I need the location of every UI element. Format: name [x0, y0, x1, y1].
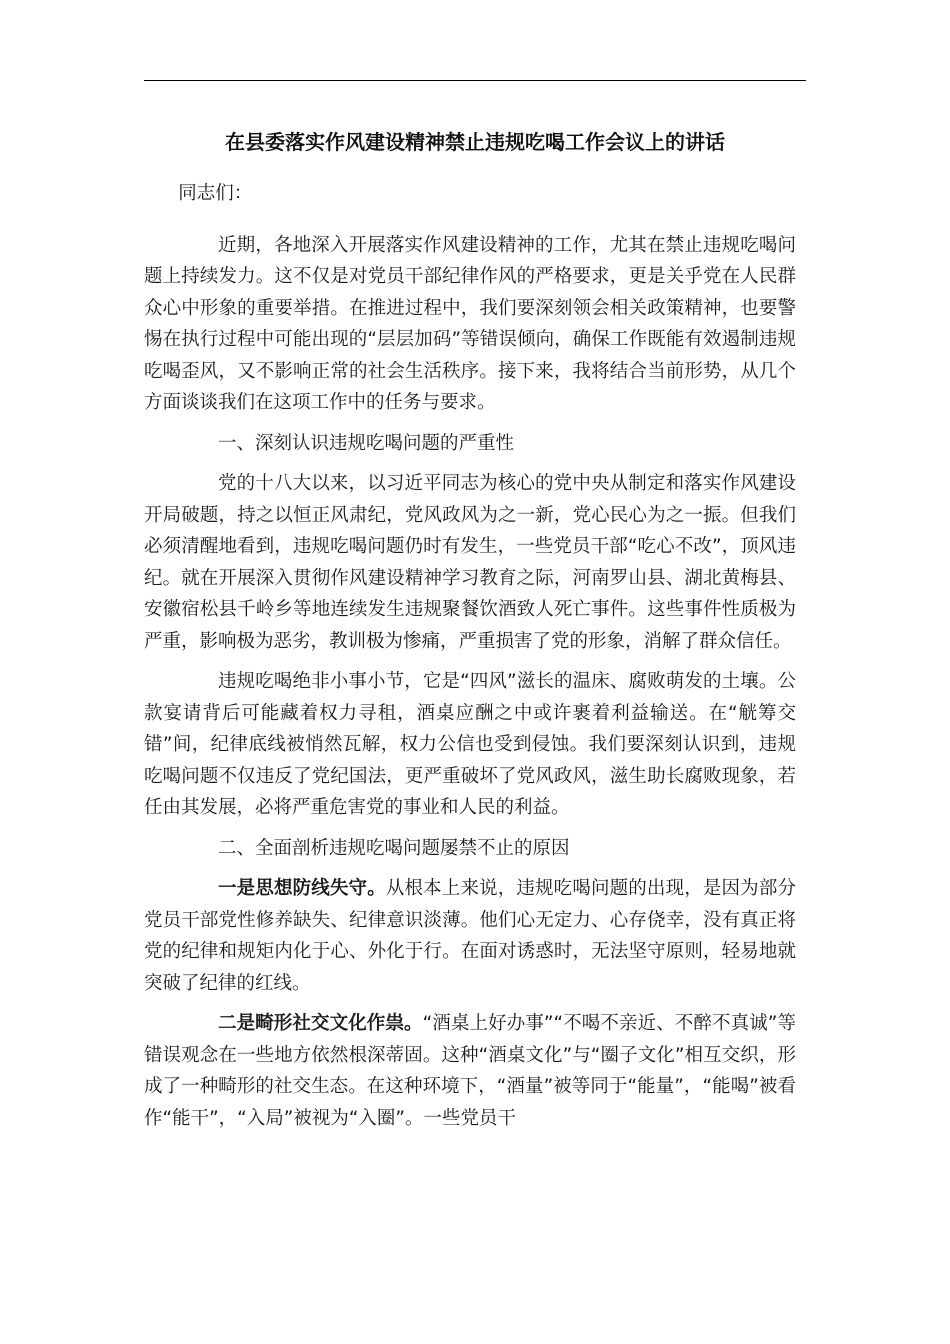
section-2-point-2	[144, 1008, 796, 1134]
section-2-point-1	[144, 873, 796, 999]
point-1-text: 从根本上来说，违规吃喝问题的出现，是因为部分党员干部党性修养缺失、纪律意识淡薄。他们心无定力、心存侥幸，没有真正将党的纪律和规矩内化于心、外化于行。在面对诱惑时，无法坚守原则，轻易地就突破了纪律的红线。	[144, 878, 796, 994]
section-1-paragraph-2: 违规吃喝绝非小事小节，它是“四风”滋长的温床、腐败萌发的土壤。公款宴请背后可能藏着权力寻租，酒桌应酬之中或许裹着利益输送。在“觥筹交错”间，纪律底线被悄然瓦解，权力公信也受到侵蚀。我们要深刻认识到，违规吃喝问题不仅违反了党纪国法，更严重破坏了党风政风，滋生助长腐败现象，若任由其发展，必将严重危害党的事业和人民的利益。	[144, 671, 796, 818]
document-title: 在县委落实作风建设精神禁止违规吃喝工作会议上的讲话	[225, 130, 725, 154]
point-2-text: “酒桌上好办事”“不喝不亲近、不醉不真诚”等错误观念在一些地方依然根深蒂固。这种“酒桌文化”与“圈子文化”相互交织，形成了一种畸形的社交生态。在这种环境下，“酒量”被等同于“能量”，“能喝”被看作“能干”，“入局”被视为“入圈”。一些党员干	[144, 1013, 796, 1129]
intro-paragraph: 近期，各地深入开展落实作风建设精神的工作，尤其在禁止违规吃喝问题上持续发力。这不仅是对党员干部纪律作风的严格要求，更是关乎党在人民群众心中形象的重要举措。在推进过程中，我们要深刻领会相关政策精神，也要警惕在执行过程中可能出现的“层层加码”等错误倾向，确保工作既能有效遏制违规吃喝歪风，又不影响正常的社会生活秩序。接下来，我将结合当前形势，从几个方面谈谈我们在这项工作中的任务与要求。	[144, 234, 796, 413]
header-rule	[144, 80, 806, 81]
document-body	[144, 178, 796, 1143]
point-1-lead: 一是思想防线失守。	[218, 878, 386, 899]
point-2-lead: 二是畸形社交文化作祟。	[218, 1013, 423, 1034]
salutation: 同志们：	[178, 183, 253, 204]
section-1-paragraph-1: 党的十八大以来，以习近平同志为核心的党中央从制定和落实作风建设开局破题，持之以恒正风肃纪，党风政风为之一新，党心民心为之一振。但我们必须清醒地看到，违规吃喝问题仍时有发生，一些党员干部“吃心不改”，顶风违纪。就在开展深入贯彻作风建设精神学习教育之际，河南罗山县、湖北黄梅县、安徽宿松县千岭乡等地连续发生违规聚餐饮酒致人死亡事件。这些事件性质极为严重，影响极为恶劣，教训极为惨痛，严重损害了党的形象，消解了群众信任。	[144, 473, 796, 652]
section-2-heading: 二、全面剖析违规吃喝问题屡禁不止的原因	[218, 837, 570, 859]
section-1-heading: 一、深刻认识违规吃喝问题的严重性	[218, 432, 515, 454]
